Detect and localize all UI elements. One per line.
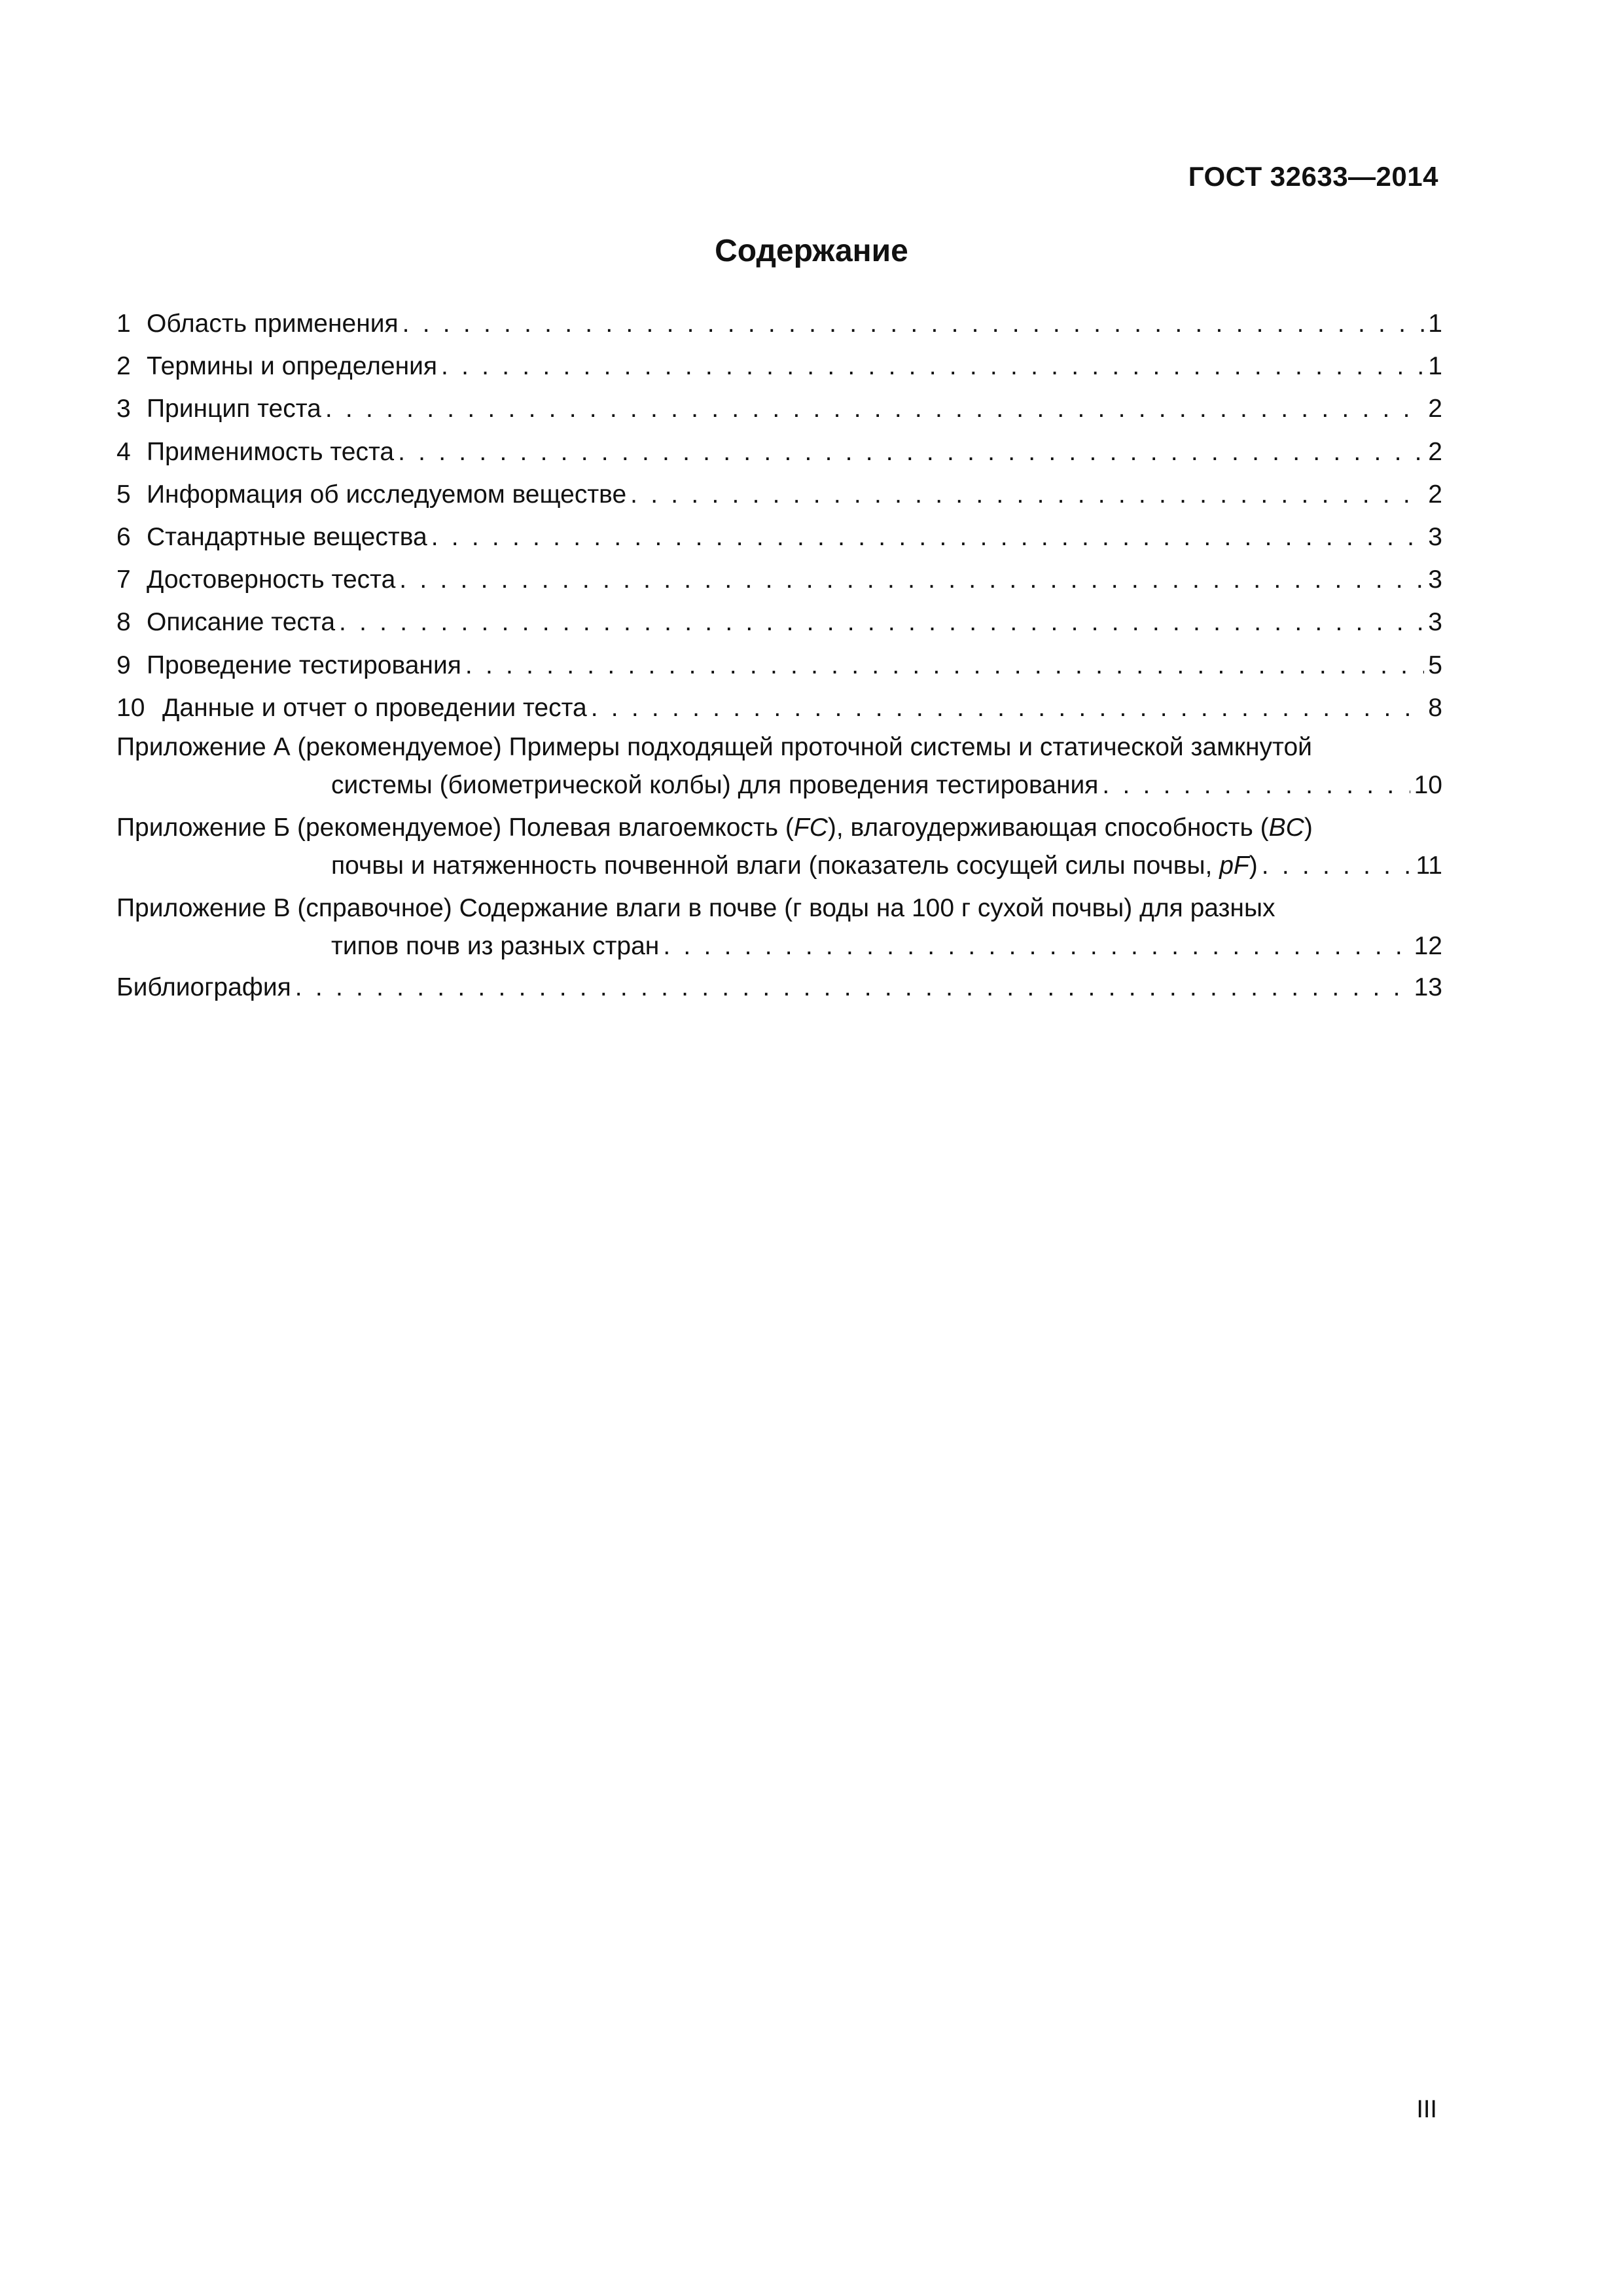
toc-entry[interactable] (116, 601, 1442, 643)
toc-entry-title: Описание теста (147, 608, 336, 637)
table-of-contents (116, 302, 1442, 1009)
appendix-title-text: почвы и натяженность почвенной влаги (показатель сосущей силы почвы, (331, 851, 1220, 880)
dot-leader (402, 302, 1425, 345)
abbreviation-fc: FC (793, 813, 828, 842)
toc-entry-title: Библиография (116, 973, 291, 1001)
toc-entry-page: 2 (1428, 480, 1442, 509)
toc-entry-page: 10 (1414, 770, 1442, 799)
dot-leader (663, 927, 1410, 966)
dot-leader (465, 644, 1424, 687)
appendix-title-text: ) (1304, 813, 1313, 842)
toc-appendix-a[interactable] (116, 729, 1442, 805)
toc-entry-page: 12 (1414, 931, 1442, 960)
toc-entry[interactable] (116, 558, 1442, 601)
appendix-title-continuation: системы (биометрической колбы) для проведения тестирования (331, 770, 1099, 799)
dot-leader (591, 687, 1425, 729)
toc-entry-page: 3 (1428, 522, 1442, 551)
dot-leader (1262, 846, 1412, 886)
dot-leader (295, 966, 1410, 1009)
toc-entry-title: Данные и отчет о проведении теста (162, 693, 587, 722)
toc-entry-number: 6 (116, 522, 131, 551)
toc-entry[interactable] (116, 473, 1442, 516)
toc-entry-title: Информация об исследуемом веществе (147, 480, 627, 509)
appendix-title-line (116, 810, 1442, 846)
toc-entry-page: 3 (1428, 565, 1442, 594)
toc-heading: Содержание (715, 234, 908, 268)
toc-entry-page: 5 (1428, 651, 1442, 679)
dot-leader (339, 601, 1424, 643)
toc-entry-page: 3 (1428, 608, 1442, 637)
dot-leader (1102, 766, 1410, 805)
toc-entry-number: 8 (116, 608, 131, 637)
toc-entry[interactable] (116, 687, 1442, 729)
toc-entry-title: Стандартные вещества (147, 522, 427, 551)
dot-leader (325, 387, 1424, 430)
dot-leader (441, 345, 1424, 387)
toc-entry-page: 1 (1428, 310, 1442, 338)
toc-entry-number: 7 (116, 565, 131, 594)
appendix-title-continuation (331, 846, 1258, 886)
toc-entry-number: 3 (116, 395, 131, 423)
toc-entry-title: Принцип теста (147, 395, 321, 423)
document-code: ГОСТ 32633—2014 (1188, 161, 1438, 192)
appendix-title-text: ) (1249, 851, 1258, 880)
toc-entry[interactable] (116, 302, 1442, 345)
toc-entry-title: Достоверность теста (147, 565, 396, 594)
toc-entry-title: Термины и определения (147, 352, 438, 381)
toc-entry[interactable] (116, 387, 1442, 430)
abbreviation-pf: pF (1219, 851, 1249, 880)
toc-entry-number: 9 (116, 651, 131, 679)
toc-entry-page: 2 (1428, 395, 1442, 423)
toc-entry-number: 2 (116, 352, 131, 381)
toc-entry-page: 1 (1428, 352, 1442, 381)
dot-leader (431, 516, 1425, 558)
toc-entry-page: 13 (1414, 973, 1442, 1001)
appendix-title-continuation: типов почв из разных стран (331, 931, 660, 960)
toc-entry-page: 8 (1428, 693, 1442, 722)
toc-entry-number: 10 (116, 693, 145, 722)
toc-entry-title: Область применения (147, 310, 399, 338)
toc-entry-page: 2 (1428, 437, 1442, 466)
appendix-title-text: ), влагоудерживающая способность ( (827, 813, 1269, 842)
toc-entry[interactable] (116, 516, 1442, 558)
appendix-title-line: Приложение А (рекомендуемое) Примеры подходящей проточной системы и статической замкнутой (116, 732, 1312, 761)
dot-leader (630, 473, 1424, 516)
toc-entry-number: 1 (116, 310, 131, 338)
abbreviation-bc: BC (1268, 813, 1304, 842)
page-number: III (1416, 2096, 1437, 2123)
dot-leader (398, 431, 1424, 473)
appendix-title-text: Приложение Б (рекомендуемое) Полевая влагоемкость ( (116, 813, 794, 842)
toc-bibliography[interactable] (116, 966, 1442, 1009)
toc-entry-number: 5 (116, 480, 131, 509)
toc-entry[interactable] (116, 345, 1442, 387)
toc-entry[interactable] (116, 431, 1442, 473)
toc-entry-title: Применимость теста (147, 437, 395, 466)
appendix-title-line: Приложение В (справочное) Содержание влаги в почве (г воды на 100 г сухой почвы) для разных (116, 893, 1275, 922)
toc-entry-number: 4 (116, 437, 131, 466)
toc-entry[interactable] (116, 644, 1442, 687)
toc-appendix-c[interactable] (116, 890, 1442, 966)
dot-leader (399, 558, 1424, 601)
toc-entry-page: 11 (1416, 851, 1442, 880)
toc-entry-title: Проведение тестирования (147, 651, 461, 679)
toc-appendix-b[interactable] (116, 810, 1442, 886)
